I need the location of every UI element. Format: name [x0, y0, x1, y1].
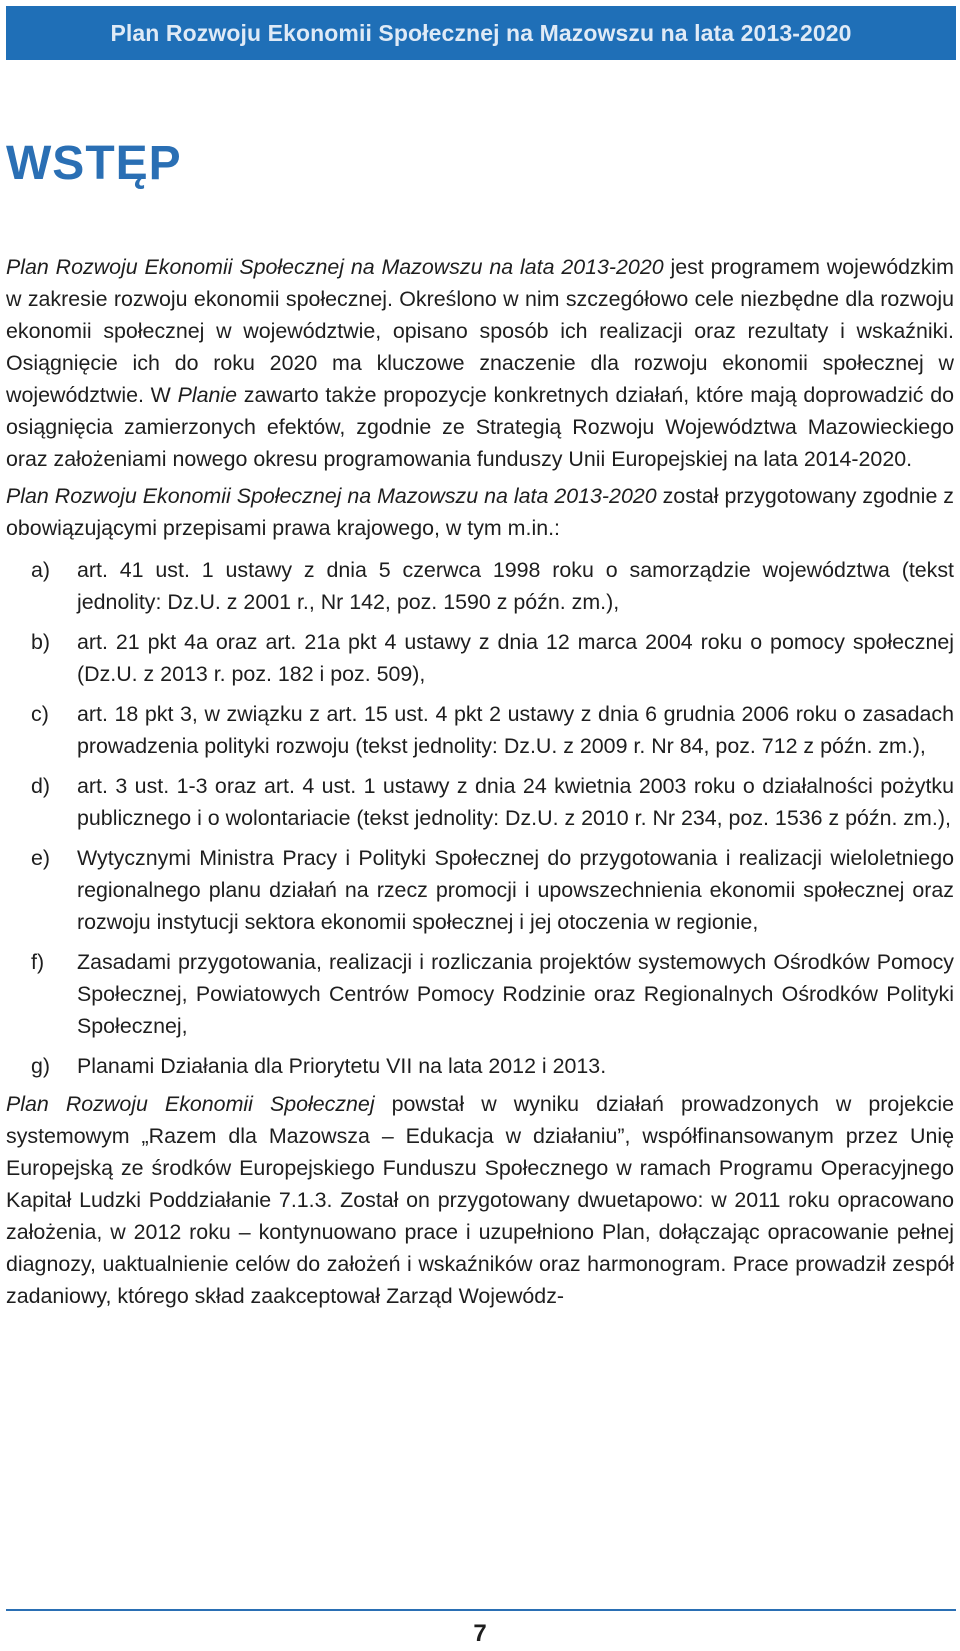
- plan-title-italic: Plan Rozwoju Ekonomii Społecznej na Mazowszu na lata 2013-2020: [6, 255, 664, 279]
- list-item: [6, 1050, 954, 1082]
- list-marker: b): [31, 630, 51, 654]
- plan-title-italic: Plan Rozwoju Ekonomii Społecznej na Mazowszu na lata 2013-2020: [6, 484, 657, 508]
- closing-text: powstał w wyniku działań prowadzonych w projekcie systemowym „Razem dla Mazowsza – Edukacja w działaniu”, współfinansowanym przez Unię Europejską ze środków Europejskiego Funduszu Społecznego w ramach Programu Operacyjnego Kapitał Ludzki Poddziałanie 7.1.3. Został on przygotowany dwuetapowo: w 2011 roku opracowano założenia, w 2012 roku – kontynuowano prace i uzupełniono Plan, dołączając opracowanie pełnej diagnozy, uaktualnienie celów do założeń i wskaźników oraz harmonogram. Prace prowadził zespół zadaniowy, którego skład zaakceptował Zarząd Wojewódz-: [6, 1092, 955, 1308]
- intro-text-part-2: zawarto także propozycje konkretnych działań, które mają doprowadzić do osiągnięcia zamierzonych efektów, zgodnie ze Strategią Rozwoju Województwa Mazowieckiego oraz założeniami nowego okresu programowania funduszy Unii Europejskiej na lata 2014-2020.: [6, 383, 954, 471]
- page-number: 7: [473, 1620, 487, 1647]
- list-item: [6, 842, 954, 938]
- document-body: [6, 251, 954, 1312]
- list-item-text: art. 41 ust. 1 ustawy z dnia 5 czerwca 1998 roku o samorządzie województwa (tekst jednolity: Dz.U. z 2001 r., Nr 142, poz. 1590 z późn. zm.),: [77, 558, 954, 614]
- list-item: [6, 554, 954, 618]
- legal-basis-list: [6, 554, 954, 1082]
- section-title: WSTĘP: [6, 137, 182, 190]
- intro-paragraph: [6, 251, 954, 475]
- document-header-band: [6, 6, 956, 60]
- list-item-text: art. 3 ust. 1-3 oraz art. 4 ust. 1 ustawy z dnia 24 kwietnia 2003 roku o działalności pożytku publicznego i o wolontariacie (tekst jednolity: Dz.U. z 2010 r. Nr 234, poz. 1536 z późn. zm.),: [77, 774, 954, 830]
- list-marker: e): [31, 846, 51, 870]
- list-item-text: art. 21 pkt 4a oraz art. 21a pkt 4 ustawy z dnia 12 marca 2004 roku o pomocy społecznej (Dz.U. z 2013 r. poz. 182 i poz. 509),: [77, 630, 954, 686]
- intro-text-part-1: jest programem wojewódzkim w zakresie rozwoju ekonomii społecznej. Określono w nim szczegółowo cele niezbędne dla rozwoju ekonomii społecznej w województwie, opisano sposób ich realizacji oraz rezultaty i wskaźniki. Osiągnięcie ich do roku 2020 ma kluczowe znaczenie dla rozwoju ekonomii społecznej w województwie. W: [6, 255, 954, 407]
- list-marker: d): [31, 774, 51, 798]
- list-item-text: Zasadami przygotowania, realizacji i rozliczania projektów systemowych Ośrodków Pomocy Społecznej, Powiatowych Centrów Pomocy Rodzinie oraz Regionalnych Ośrodków Polityki Społecznej,: [77, 950, 954, 1038]
- legal-basis-paragraph: [6, 480, 954, 544]
- legal-basis-text: został przygotowany zgodnie z obowiązującymi przepisami prawa krajowego, w tym m.in.:: [6, 484, 954, 540]
- planie-italic: Planie: [177, 383, 238, 407]
- closing-paragraph: [6, 1088, 954, 1312]
- list-marker: f): [31, 950, 45, 974]
- list-item: [6, 698, 954, 762]
- list-marker: c): [31, 702, 49, 726]
- list-item-text: Wytycznymi Ministra Pracy i Polityki Społecznej do przygotowania i realizacji wieloletniego regionalnego planu działań na rzecz promocji i upowszechnienia ekonomii społecznej oraz rozwoju instytucji sektora ekonomii społecznej i jej otoczenia w regionie,: [77, 846, 954, 934]
- list-item: [6, 626, 954, 690]
- document-header-title: Plan Rozwoju Ekonomii Społecznej na Mazowszu na lata 2013-2020: [110, 19, 852, 46]
- list-item: [6, 770, 954, 834]
- plan-name-italic: Plan Rozwoju Ekonomii Społecznej: [6, 1092, 375, 1116]
- list-item-text: Planami Działania dla Priorytetu VII na lata 2012 i 2013.: [77, 1054, 607, 1078]
- footer-divider: [6, 1609, 956, 1611]
- list-item: [6, 946, 954, 1042]
- list-marker: g): [31, 1054, 51, 1078]
- list-item-text: art. 18 pkt 3, w związku z art. 15 ust. 4 pkt 2 ustawy z dnia 6 grudnia 2006 roku o zasadach prowadzenia polityki rozwoju (tekst jednolity: Dz.U. z 2009 r. Nr 84, poz. 712 z późn. zm.),: [77, 702, 954, 758]
- list-marker: a): [31, 558, 51, 582]
